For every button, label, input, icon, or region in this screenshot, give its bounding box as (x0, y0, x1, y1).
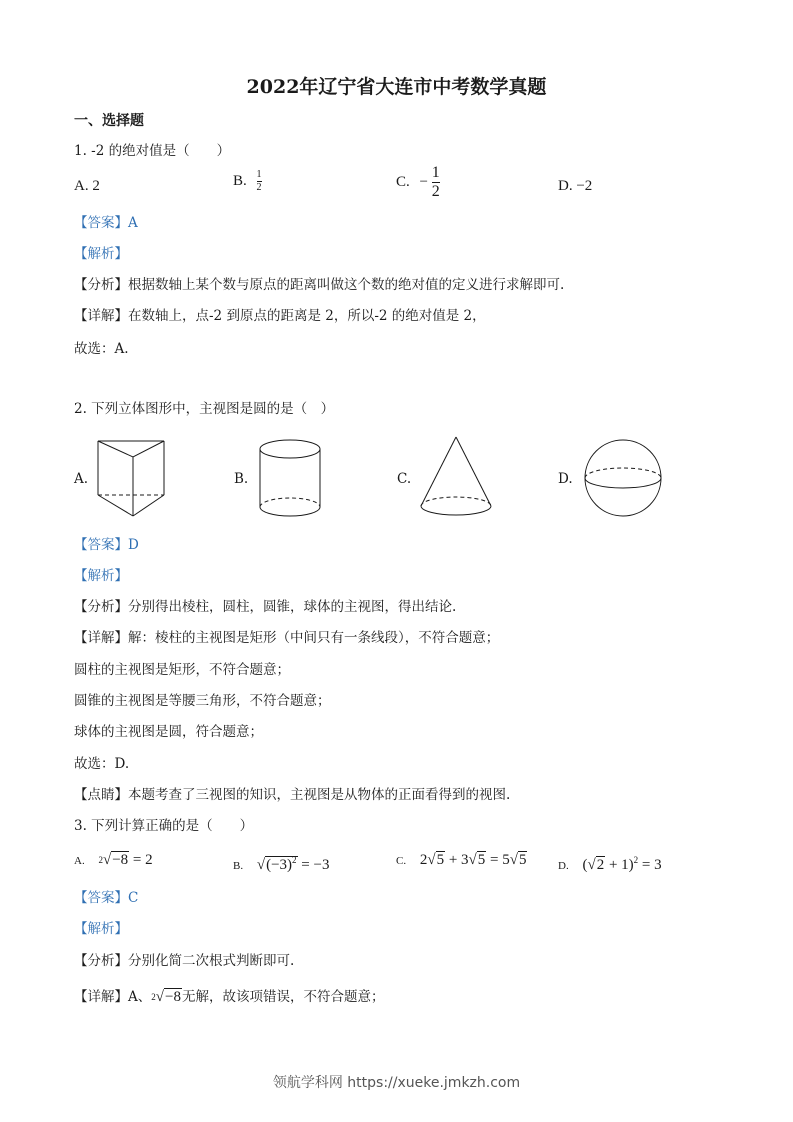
q2-dianjing: 【点睛】本题考查了三视图的知识，主视图是从物体的正面看得到的视图. (74, 787, 511, 803)
q1-c-numerator: 1 (431, 164, 440, 181)
q3-fenxi: 【分析】分别化简二次根式判断即可. (74, 953, 295, 969)
q1-option-d: D. −2 (558, 178, 593, 194)
q2-line-3: 圆锥的主视图是等腰三角形，不符合题意； (74, 693, 331, 709)
q2-label-b: B. (234, 471, 249, 487)
q1-fenxi: 【分析】根据数轴上某个数与原点的距离叫做这个数的绝对值的定义进行求解即可. (74, 277, 565, 293)
q1-option-a: A. 2 (74, 178, 100, 194)
q2-stem: 2. 下列立体图形中，主视图是圆的是（ ） (74, 401, 335, 417)
q1-b-numerator: 1 (256, 169, 262, 180)
cylinder-icon (256, 438, 324, 520)
q1-guxuan: 故选：A. (74, 341, 129, 357)
q1-jiexi: 【解析】 (74, 246, 128, 262)
q3-jiexi: 【解析】 (74, 921, 128, 937)
q3-option-d: D. $(√2 + 1)^2 = 3$ (558, 855, 662, 873)
cone-icon (418, 436, 494, 520)
q2-line-4: 球体的主视图是圆，符合题意； (74, 724, 263, 740)
q2-line-2: 圆柱的主视图是矩形，不符合题意； (74, 662, 290, 678)
q1-c-denominator: 2 (431, 183, 440, 200)
q1-option-c: C. − $\frac{1}{2}$ (396, 164, 440, 200)
q3-answer: 【答案】C (74, 890, 139, 906)
triangular-prism-icon (95, 438, 167, 520)
q2-fenxi: 【分析】分别得出棱柱，圆柱，圆锥，球体的主视图，得出结论. (74, 599, 457, 615)
q3-option-b: B. $√(-3)^2 = -3$ (233, 855, 330, 873)
q2-answer: 【答案】D (74, 537, 139, 553)
q3-stem: 3. 下列计算正确的是（ ） (74, 818, 254, 834)
q2-label-d: D. (558, 471, 573, 487)
q2-label-a: A. (74, 471, 89, 487)
q3-option-a: A. $^2$√−8 = 2 (74, 852, 153, 868)
q1-xiangjie: 【详解】在数轴上，点-2 到原点的距离是 2，所以-2 的绝对值是 2， (74, 308, 486, 324)
q1-b-denominator: 2 (256, 182, 262, 193)
page-title: 2022年辽宁省大连市中考数学真题 (246, 76, 547, 98)
q2-label-c: C. (397, 471, 412, 487)
q1-answer: 【答案】A (74, 215, 138, 231)
q1-stem: 1. -2 的绝对值是（ ） (74, 143, 231, 159)
q3-option-c: C. 2√5 + 3√5 = 5√5 (396, 852, 527, 868)
sphere-icon (583, 438, 663, 518)
q2-jiexi: 【解析】 (74, 568, 128, 584)
section-heading: 一、选择题 (74, 113, 144, 129)
q2-xiangjie: 【详解】解：棱柱的主视图是矩形（中间只有一条线段），不符合题意； (74, 630, 500, 646)
q1-option-b: B. $\frac{1}{2}$ (233, 169, 262, 193)
page-footer: 领航学科网 https://xueke.jmkzh.com (272, 1075, 521, 1091)
q3-xiangjie: 【详解】A、$^2$√−8无解，故该项错误，不符合题意； (74, 989, 385, 1005)
q2-guxuan: 故选：D. (74, 756, 130, 772)
